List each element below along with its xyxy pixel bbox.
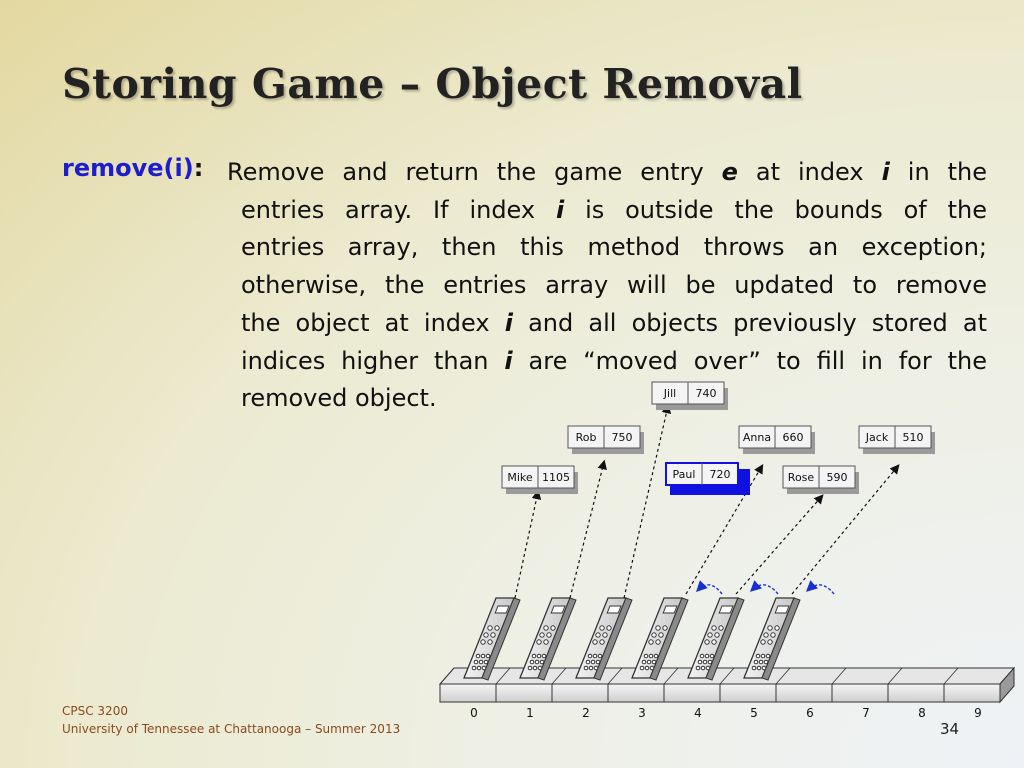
index-label: 6 — [806, 706, 814, 720]
index-label: 4 — [694, 706, 702, 720]
move-arrow — [752, 585, 778, 594]
array-slot — [832, 684, 888, 702]
entry-score: 510 — [902, 431, 924, 444]
entry-score: 750 — [611, 431, 633, 444]
move-arrow — [698, 585, 722, 594]
desc-line-1: Remove and return the game entry e at index i in the — [227, 158, 987, 186]
desc-line-4: otherwise, the entries array will be updated to remove — [241, 271, 987, 300]
method-name: remove(i) — [62, 154, 194, 182]
index-label: 5 — [750, 706, 758, 720]
arrow — [515, 492, 538, 598]
array-slot — [664, 684, 720, 702]
entry-name: Rose — [787, 471, 815, 484]
entry-score: 740 — [695, 387, 717, 400]
footer-university: University of Tennessee at Chattanooga – Summer 2013 — [62, 722, 401, 736]
array-slot — [888, 684, 944, 702]
entry-name: Mike — [507, 471, 533, 484]
desc-line-5: the object at index i and all objects previously stored at — [241, 308, 987, 337]
entry-box — [739, 426, 815, 454]
array-slot — [440, 684, 496, 702]
entry-box — [568, 426, 644, 454]
desc-line-7: removed object. — [241, 384, 437, 413]
array-slot — [776, 684, 832, 702]
entry-name: Rob — [575, 431, 597, 444]
footer-course: CPSC 3200 — [62, 704, 128, 718]
entry-name: Paul — [672, 468, 696, 481]
page-number: 34 — [940, 720, 960, 738]
index-label: 3 — [638, 706, 646, 720]
index-label: 1 — [526, 706, 534, 720]
entry-box — [783, 466, 859, 494]
array-slot — [552, 684, 608, 702]
arrow — [736, 496, 822, 594]
index-label: 7 — [862, 706, 870, 720]
slide-title: Storing Game – Object Removal — [62, 60, 803, 108]
entry-name: Jill — [663, 387, 677, 400]
array-slot — [496, 684, 552, 702]
array-slot — [720, 684, 776, 702]
desc-line-6: indices higher than i are “moved over” to fill in for the — [241, 346, 987, 375]
entry-box — [502, 466, 578, 494]
index-label: 0 — [470, 706, 478, 720]
index-label: 9 — [974, 706, 982, 720]
entry-box — [652, 382, 728, 410]
entry-box — [666, 463, 750, 495]
entry-score: 720 — [709, 468, 731, 481]
entry-score: 660 — [782, 431, 804, 444]
index-label: 2 — [582, 706, 590, 720]
array-slot — [944, 684, 1000, 702]
array-slot — [608, 684, 664, 702]
entry-boxes — [502, 382, 935, 495]
entry-name: Anna — [742, 431, 772, 444]
index-label: 8 — [918, 706, 926, 720]
entry-score: 1105 — [542, 471, 570, 484]
entry-box — [859, 426, 935, 454]
entry-score: 590 — [826, 471, 848, 484]
entry-name: Jack — [865, 431, 889, 444]
desc-line-3: entries array, then this method throws an exception; — [241, 233, 987, 262]
index-labels — [470, 706, 982, 720]
desc-line-2: entries array. If index i is outside the bounds of the — [241, 195, 988, 224]
move-arrow — [808, 585, 834, 594]
method-colon: : — [193, 154, 204, 182]
